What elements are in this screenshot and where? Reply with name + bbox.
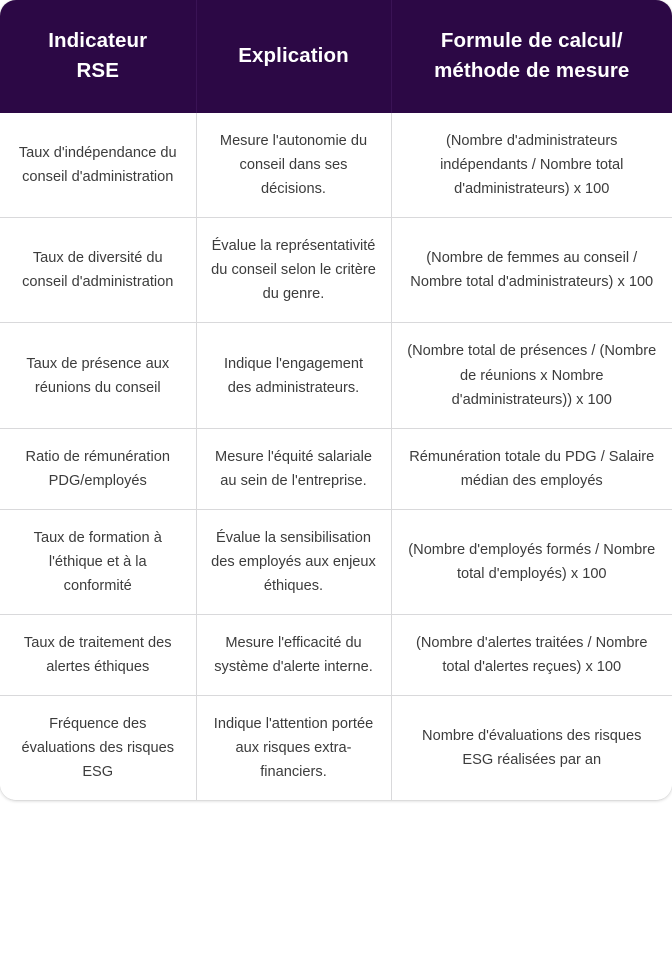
cell-formule: Rémunération totale du PDG / Salaire médian des employés (391, 428, 672, 509)
table-header (0, 0, 672, 113)
cell-formule: (Nombre d'alertes traitées / Nombre total d'alertes reçues) x 100 (391, 615, 672, 696)
table-row (0, 428, 672, 509)
cell-explication: Indique l'attention portée aux risques extra-financiers. (196, 696, 391, 801)
column-header-indicateur-line2: RSE (76, 58, 119, 82)
cell-explication: Évalue la représentativité du conseil selon le critère du genre. (196, 218, 391, 323)
column-header-formule-line1: Formule de calcul/ (440, 28, 623, 52)
cell-indicateur: Fréquence des évaluations des risques ESG (0, 696, 196, 801)
cell-indicateur: Taux de traitement des alertes éthiques (0, 615, 196, 696)
cell-formule: (Nombre d'employés formés / Nombre total d'employés) x 100 (391, 509, 672, 614)
cell-explication: Mesure l'autonomie du conseil dans ses décisions. (196, 113, 391, 218)
column-header-explication (196, 0, 391, 113)
cell-explication: Évalue la sensibilisation des employés aux enjeux éthiques. (196, 509, 391, 614)
table-row (0, 218, 672, 323)
cell-indicateur: Ratio de rémunération PDG/employés (0, 428, 196, 509)
cell-indicateur: Taux d'indépendance du conseil d'administration (0, 113, 196, 218)
column-header-indicateur-rse (0, 0, 196, 113)
cell-formule: Nombre d'évaluations des risques ESG réalisées par an (391, 696, 672, 801)
cell-formule: (Nombre d'administrateurs indépendants / Nombre total d'administrateurs) x 100 (391, 113, 672, 218)
cell-explication: Mesure l'équité salariale au sein de l'entreprise. (196, 428, 391, 509)
column-header-indicateur-line1: Indicateur (48, 28, 148, 52)
table-row (0, 323, 672, 428)
cell-explication: Mesure l'efficacité du système d'alerte interne. (196, 615, 391, 696)
column-header-formule-line2: méthode de mesure (434, 58, 630, 82)
column-header-explication-line1: Explication (238, 43, 349, 67)
table-row (0, 696, 672, 801)
table-row (0, 113, 672, 218)
cell-indicateur: Taux de formation à l'éthique et à la conformité (0, 509, 196, 614)
column-header-formule (391, 0, 672, 113)
cell-explication: Indique l'engagement des administrateurs. (196, 323, 391, 428)
table-body (0, 113, 672, 800)
cell-indicateur: Taux de présence aux réunions du conseil (0, 323, 196, 428)
table-row (0, 615, 672, 696)
cell-formule: (Nombre de femmes au conseil / Nombre total d'administrateurs) x 100 (391, 218, 672, 323)
table-header-row (0, 0, 672, 113)
cell-formule: (Nombre total de présences / (Nombre de réunions x Nombre d'administrateurs)) x 100 (391, 323, 672, 428)
cell-indicateur: Taux de diversité du conseil d'administration (0, 218, 196, 323)
table-row (0, 509, 672, 614)
